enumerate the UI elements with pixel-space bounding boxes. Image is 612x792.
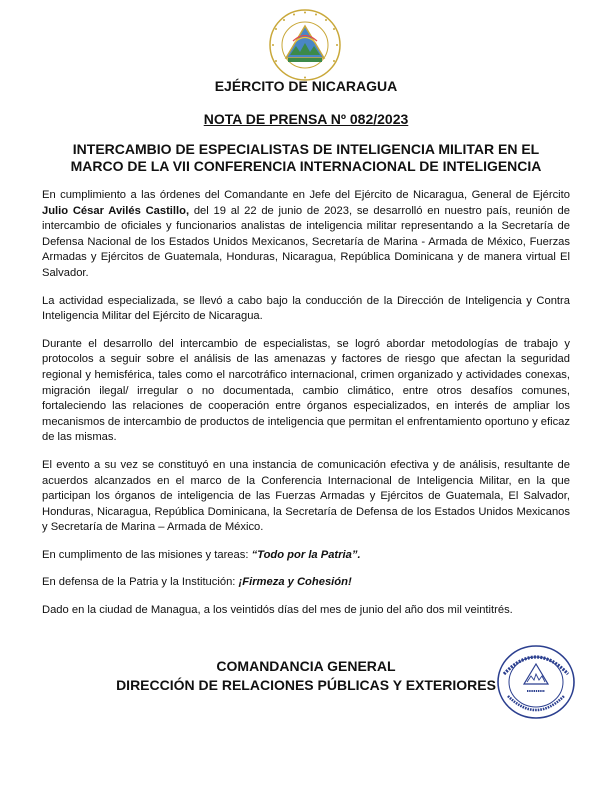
ejercito-de-nicaragua-seal-icon	[496, 644, 576, 720]
organization-title: EJÉRCITO DE NICARAGUA	[214, 78, 398, 94]
commander-name: Julio César Avilés Castillo,	[42, 204, 190, 217]
paragraph-7: Dado en la ciudad de Managua, a los veintidós días del mes de junio del año dos mil veintitrés.	[42, 604, 513, 617]
headline-line-1: INTERCAMBIO DE ESPECIALISTAS DE INTELIGENCIA MILITAR EN EL	[72, 141, 540, 157]
paragraph-5-intro: En cumplimento de las misiones y tareas:	[42, 548, 252, 561]
press-release-number: NOTA DE PRENSA Nº 082/2023	[203, 111, 409, 127]
paragraph-1-rest: del 19 al 22 de junio de 2023, se desarrolló en nuestro país, reunión de intercambio de oficiales y funcionarios analistas de inteligencia militar representando a la Secretaría de Defensa Nacional de los Estados Unidos Mexicanos, Secretaría de Marina - Armada de México, Fuerzas Armadas y Ejércitos de Guatemala, Honduras, Nicaragua, República Dominicana y de manera virtual El Salvador.	[42, 204, 571, 279]
headline-line-2: MARCO DE LA VII CONFERENCIA INTERNACIONAL DE INTELIGENCIA	[70, 158, 542, 174]
paragraph-3: Durante el desarrollo del intercambio de especialistas, se logró abordar metodologías de trabajo y protocolos a seguir sobre el análisis de las amenazas y factores de riesgo que afectan la seguridad regional y hemisférica, tales como el narcotráfico internacional, crimen organizado y actividades conexas, migración ilegal/ irregular o no documentada, cambio climático, entre otros desafíos comunes, fortaleciendo las relaciones de cooperación entre órganos especializados, en interés de ampliar los mecanismos de intercambio de productos de inteligencia que permitan el enfrentamiento oportuno y eficaz de las mismas.	[42, 337, 570, 444]
headline	[56, 141, 556, 175]
paragraph-6	[42, 575, 570, 591]
motto-firmeza-y-cohesion: ¡Firmeza y Cohesión!	[238, 576, 352, 589]
signature-block	[90, 657, 522, 695]
paragraph-1	[42, 188, 570, 282]
signature-line-1: COMANDANCIA GENERAL	[216, 658, 396, 674]
paragraph-4: El evento a su vez se constituyó en una instancia de comunicación efectiva y de análisis, resultante de acuerdos alcanzados en el marco de la Conferencia Internacional de Inteligencia Militar, en la que participan los órganos de inteligencia de las Fuerzas Armadas y Ejércitos de Guatemala, El Salvador, Honduras, Nicaragua, República Dominicana, la Secretaría de Defensa de los Estados Unidos Mexicanos y Secretaría de Marina – Armada de México.	[42, 458, 570, 534]
body-text	[42, 188, 570, 631]
nicaragua-coat-of-arms-icon	[268, 8, 342, 82]
paragraph-2: La actividad especializada, se llevó a cabo bajo la conducción de la Dirección de Inteligencia y Contra Inteligencia Militar del Ejército de Nicaragua.	[42, 294, 570, 323]
motto-todo-por-la-patria: “Todo por la Patria”.	[251, 548, 361, 561]
paragraph-1-intro: En cumplimiento a las órdenes del Comandante en Jefe del Ejército de Nicaragua, General de Ejército	[42, 189, 570, 201]
signature-line-2: DIRECCIÓN DE RELACIONES PÚBLICAS Y EXTERIORES	[116, 677, 496, 693]
paragraph-5	[42, 548, 570, 564]
paragraph-6-intro: En defensa de la Patria y la Institución:	[42, 576, 239, 589]
